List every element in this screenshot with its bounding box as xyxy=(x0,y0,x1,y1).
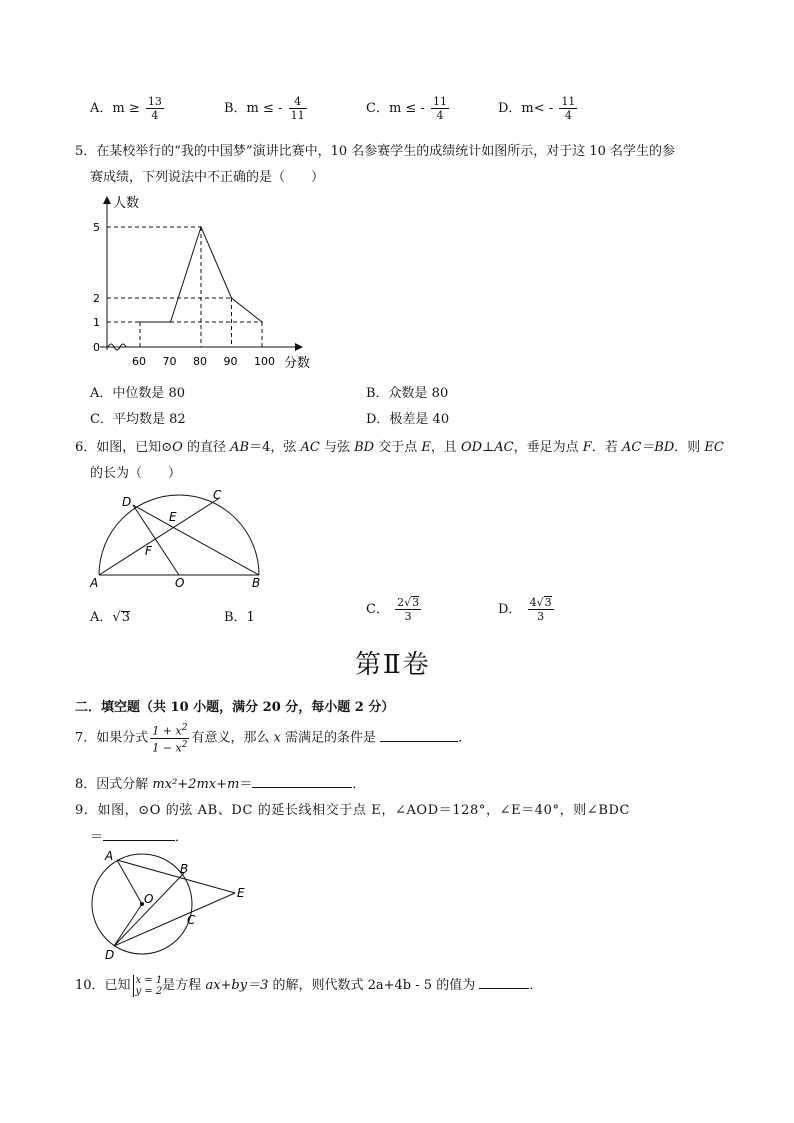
q6-option-a: A．√3 xyxy=(90,610,130,625)
point-o-label: O xyxy=(175,576,185,590)
fraction: $\frac{11}{4}$ xyxy=(432,95,447,122)
segment-db xyxy=(114,873,184,946)
q6-stem-line1: 6．如图，已知⊙O 的直径 AB＝4，弦 AC 与弦 BD 交于点 E，且 OD⊥AC，垂足为点 F．若 AC＝BD．则 EC xyxy=(75,440,724,455)
section-title: 第Ⅱ卷 xyxy=(355,650,431,680)
fraction: $\frac{11}{4}$ xyxy=(561,95,576,122)
y-tick-label: 0 xyxy=(93,341,100,354)
q4-option-b: B．m ≤ - $\frac{4}{11}$ xyxy=(224,95,305,122)
point-f-label: F xyxy=(145,544,152,558)
q7-answer-blank[interactable] xyxy=(380,729,458,742)
q8-answer-blank[interactable] xyxy=(252,775,352,788)
chord-ac xyxy=(99,499,218,575)
data-point xyxy=(139,321,141,323)
section-heading-fill-blank: 二．填空题（共 10 小题，满分 20 分，每小题 2 分） xyxy=(75,700,395,715)
point-d-label: D xyxy=(122,495,132,509)
q5-stem-line2: 赛成绩，下列说法中不正确的是（ ） xyxy=(90,170,325,185)
chord-bd xyxy=(133,505,259,575)
q8-stem: 8．因式分解 mx²+2mx+m＝ ． xyxy=(75,777,366,792)
data-point xyxy=(200,226,202,228)
data-point xyxy=(231,297,233,299)
q5-line-chart xyxy=(85,190,330,370)
q5-option-d: D．极差是 40 xyxy=(366,412,450,427)
q9-circle-figure xyxy=(85,846,260,966)
q6-option-d: D． $\frac{4√3}{3}$ xyxy=(498,596,552,623)
q7-stem: 7．如果分式 $\frac{1 + x^2}{1 - x^2}$ 有意义，那么 x 需满足的条件是 ． xyxy=(75,723,472,755)
y-tick-label: 2 xyxy=(93,292,100,305)
q10-stem: 10．已知 x = 1 y = 2 是方程 ax+by＝3 的解，则代数式 2a+4b - 5 的值为 ． xyxy=(75,974,543,997)
q5-stem-line1: 5．在某校举行的“我的中国梦”演讲比赛中，10 名参赛学生的成绩统计如图所示，对于这 10 名学生的参 xyxy=(75,144,676,159)
q6-option-b: B．1 xyxy=(224,610,255,625)
x-axis-arrow xyxy=(295,343,303,351)
point-c-label: C xyxy=(213,488,222,502)
y-axis-arrow xyxy=(103,196,111,204)
q10-answer-blank[interactable] xyxy=(479,976,529,989)
x-tick-label: 100 xyxy=(254,355,275,368)
q6-semicircle-figure xyxy=(85,485,275,590)
equation-system: x = 1 y = 2 xyxy=(133,975,163,997)
q6-stem-line2: 的长为（ ） xyxy=(90,466,182,481)
point-c-label: C xyxy=(187,913,196,927)
fraction: $\frac{4}{11}$ xyxy=(290,95,305,122)
point-b-label: B xyxy=(180,862,189,876)
x-tick-label: 60 xyxy=(132,355,146,368)
point-a-label: A xyxy=(105,849,114,863)
q5-option-c: C．平均数是 82 xyxy=(90,412,186,427)
q9-answer-blank[interactable] xyxy=(103,828,175,841)
point-d-label: D xyxy=(105,948,115,962)
q4-option-a: A．m ≥ $\frac{13}{4}$ xyxy=(90,95,162,122)
x-tick-label: 70 xyxy=(162,355,177,368)
q4-option-c: C．m ≤ - $\frac{11}{4}$ xyxy=(366,95,447,122)
x-tick-label: 80 xyxy=(193,355,207,368)
q9-stem-line1: 9．如图，⊙O 的弦 AB、DC 的延长线相交于点 E，∠AOD＝128°，∠E＝40°，则∠BDC xyxy=(75,803,631,818)
line-abe xyxy=(117,860,235,893)
point-e-label: E xyxy=(169,510,177,524)
point-a-label: A xyxy=(90,576,99,590)
y-tick-label: 5 xyxy=(93,221,100,234)
y-axis-label: 人数 xyxy=(113,196,140,211)
segment-oa xyxy=(117,860,142,904)
x-tick-label: 90 xyxy=(223,355,238,368)
point-o-label: O xyxy=(144,892,154,906)
fraction: $\frac{13}{4}$ xyxy=(147,95,162,122)
q4-option-d: D．m< - $\frac{11}{4}$ xyxy=(498,95,576,122)
q9-stem-line2: ＝ ． xyxy=(90,830,189,845)
q5-option-b: B．众数是 80 xyxy=(366,386,449,401)
q6-option-c: C． $\frac{2√3}{3}$ xyxy=(366,596,420,623)
data-point xyxy=(261,321,263,323)
point-b-label: B xyxy=(252,576,261,590)
point-e-label: E xyxy=(237,886,245,900)
data-point xyxy=(170,321,172,323)
q5-option-a: A．中位数是 80 xyxy=(90,386,186,401)
x-axis-label: 分数 xyxy=(284,356,311,370)
y-tick-label: 1 xyxy=(93,316,100,329)
